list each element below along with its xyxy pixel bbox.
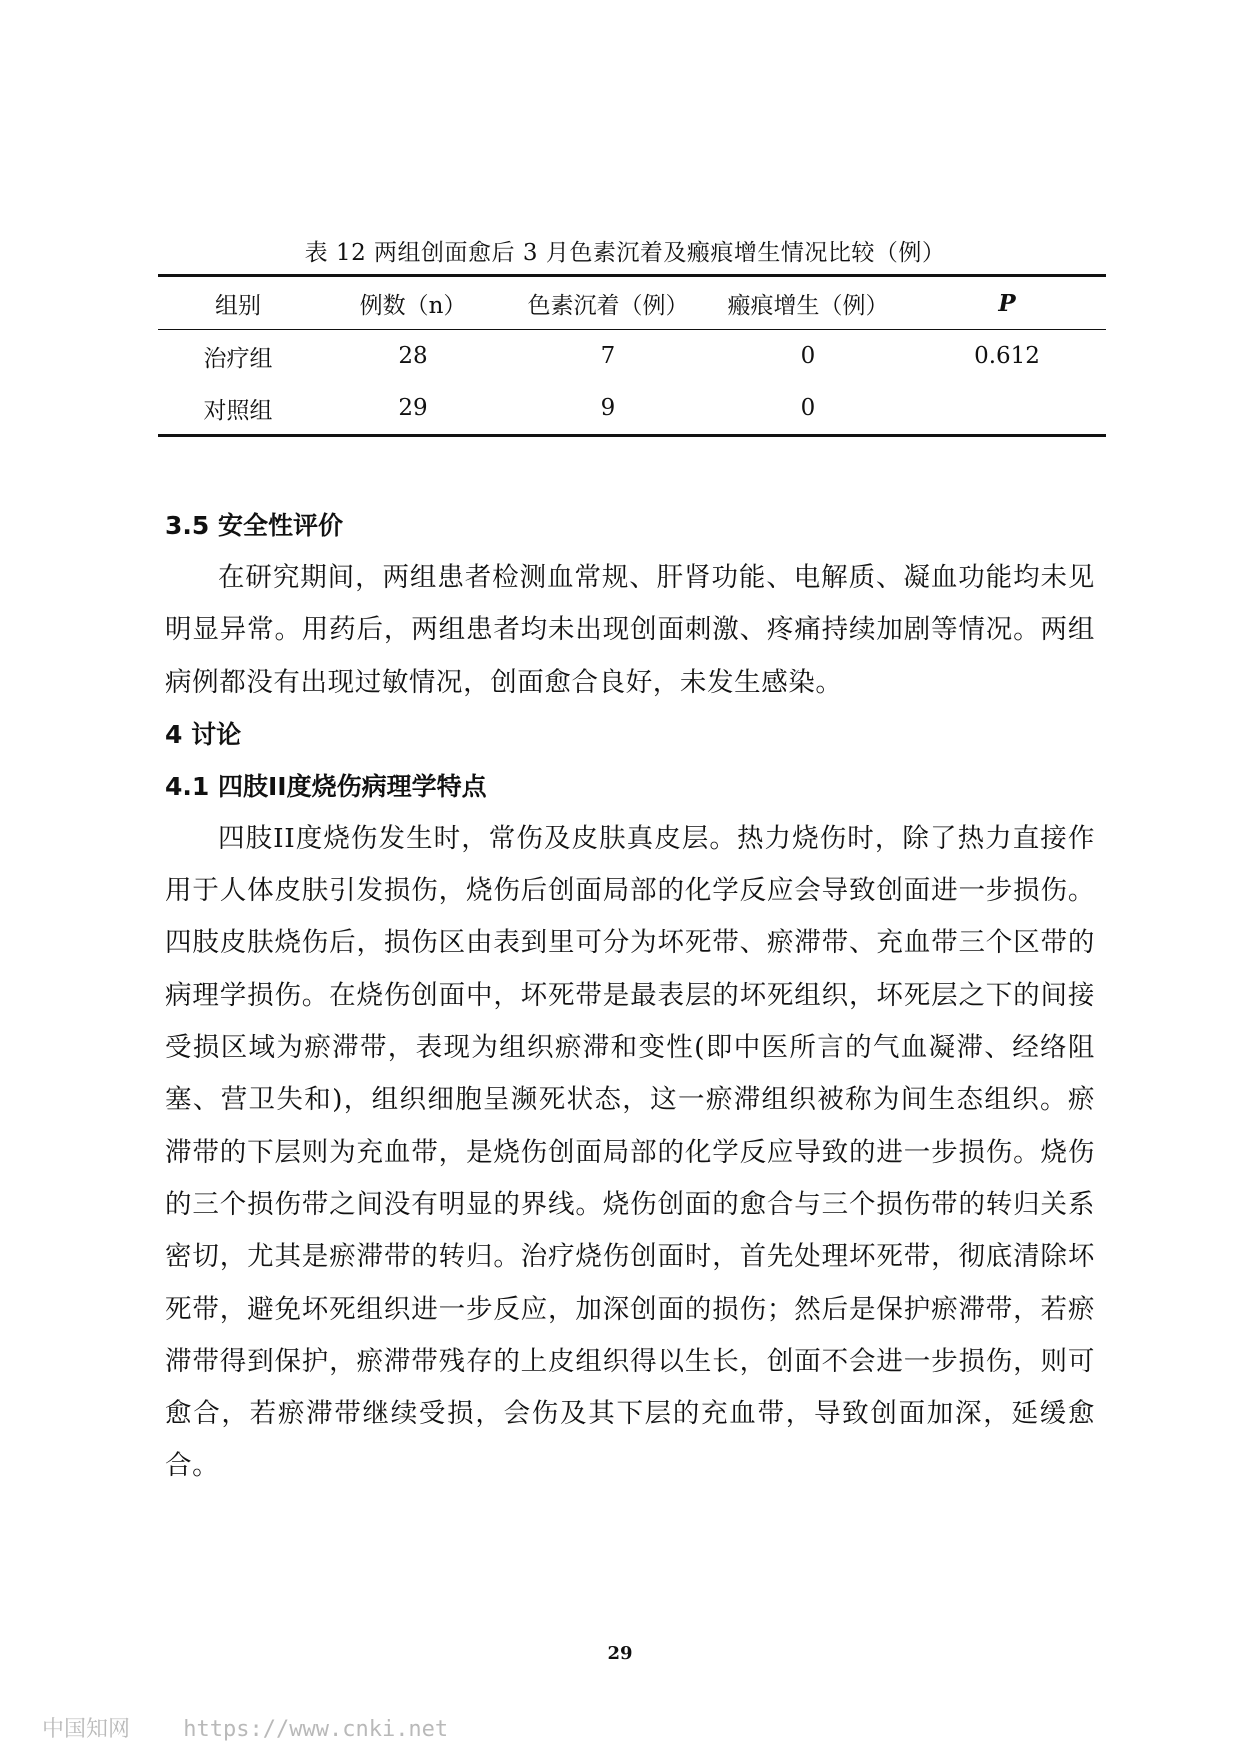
section-heading-3-5: 3.5 安全性评价 bbox=[165, 511, 343, 540]
cell: 29 bbox=[398, 395, 428, 421]
cell: 28 bbox=[398, 343, 428, 369]
cell: 0.612 bbox=[974, 343, 1040, 369]
cell: 0 bbox=[800, 395, 816, 421]
cell: 7 bbox=[600, 343, 616, 369]
table-row bbox=[158, 382, 1106, 436]
cell: 0 bbox=[800, 343, 816, 369]
header-group: 组别 bbox=[215, 292, 261, 319]
page-number: 29 bbox=[607, 1643, 633, 1664]
table-row bbox=[158, 330, 1106, 383]
cell: 对照组 bbox=[203, 397, 273, 424]
watermark-name: 中国知网 bbox=[42, 1717, 131, 1742]
header-pigmentation: 色素沉着（例） bbox=[527, 292, 689, 319]
table-header-row bbox=[158, 276, 1106, 330]
cell bbox=[908, 382, 1106, 436]
section-paragraph-3-5: 在研究期间，两组患者检测血常规、肝肾功能、电解质、凝血功能均未见明显异常。用药后，两组患者均未出现创面刺激、疼痛持续加剧等情况。两组病例都没有出现过敏情况，创面愈合良好，未发生感染。 bbox=[165, 562, 1095, 698]
body-content bbox=[165, 500, 1095, 1493]
table-caption: 表 12 两组创面愈后 3 月色素沉着及瘢痕增生情况比较（例） bbox=[304, 240, 946, 266]
header-p: P bbox=[998, 289, 1016, 317]
cell: 治疗组 bbox=[203, 345, 273, 372]
section-heading-4: 4 讨论 bbox=[165, 719, 242, 749]
header-scar: 瘢痕增生（例） bbox=[727, 292, 889, 319]
section-paragraph-4-1: 四肢II度烧伤发生时，常伤及皮肤真皮层。热力烧伤时，除了热力直接作用于人体皮肤引发损伤，烧伤后创面局部的化学反应会导致创面进一步损伤。四肢皮肤烧伤后，损伤区由表到里可分为坏死带、瘀滞带、充血带三个区带的病理学损伤。在烧伤创面中，坏死带是最表层的坏死组织，坏死层之下的间接受损区域为瘀滞带，表现为组织瘀滞和变性(即中医所言的气血凝滞、经络阻塞、营卫失和)，组织细胞呈濒死状态，这一瘀滞组织被称为间生态组织。瘀滞带的下层则为充血带，是烧伤创面局部的化学反应导致的进一步损伤。烧伤的三个损伤带之间没有明显的界线。烧伤创面的愈合与三个损伤带的转归关系密切，尤其是瘀滞带的转归。治疗烧伤创面时，首先处理坏死带，彻底清除坏死带，避免坏死组织进一步反应，加深创面的损伤；然后是保护瘀滞带，若瘀滞带得到保护，瘀滞带残存的上皮组织得以生长，创面不会进一步损伤，则可愈合，若瘀滞带继续受损，会伤及其下层的充血带，导致创面加深，延缓愈合。 bbox=[165, 822, 1095, 1482]
watermark-url: https://www.cnki.net bbox=[183, 1717, 449, 1742]
comparison-table bbox=[158, 274, 1106, 437]
section-heading-4-1: 4.1 四肢II度烧伤病理学特点 bbox=[165, 771, 487, 801]
header-count: 例数（n） bbox=[359, 292, 467, 319]
cell: 9 bbox=[600, 395, 616, 421]
watermark bbox=[42, 1712, 488, 1743]
